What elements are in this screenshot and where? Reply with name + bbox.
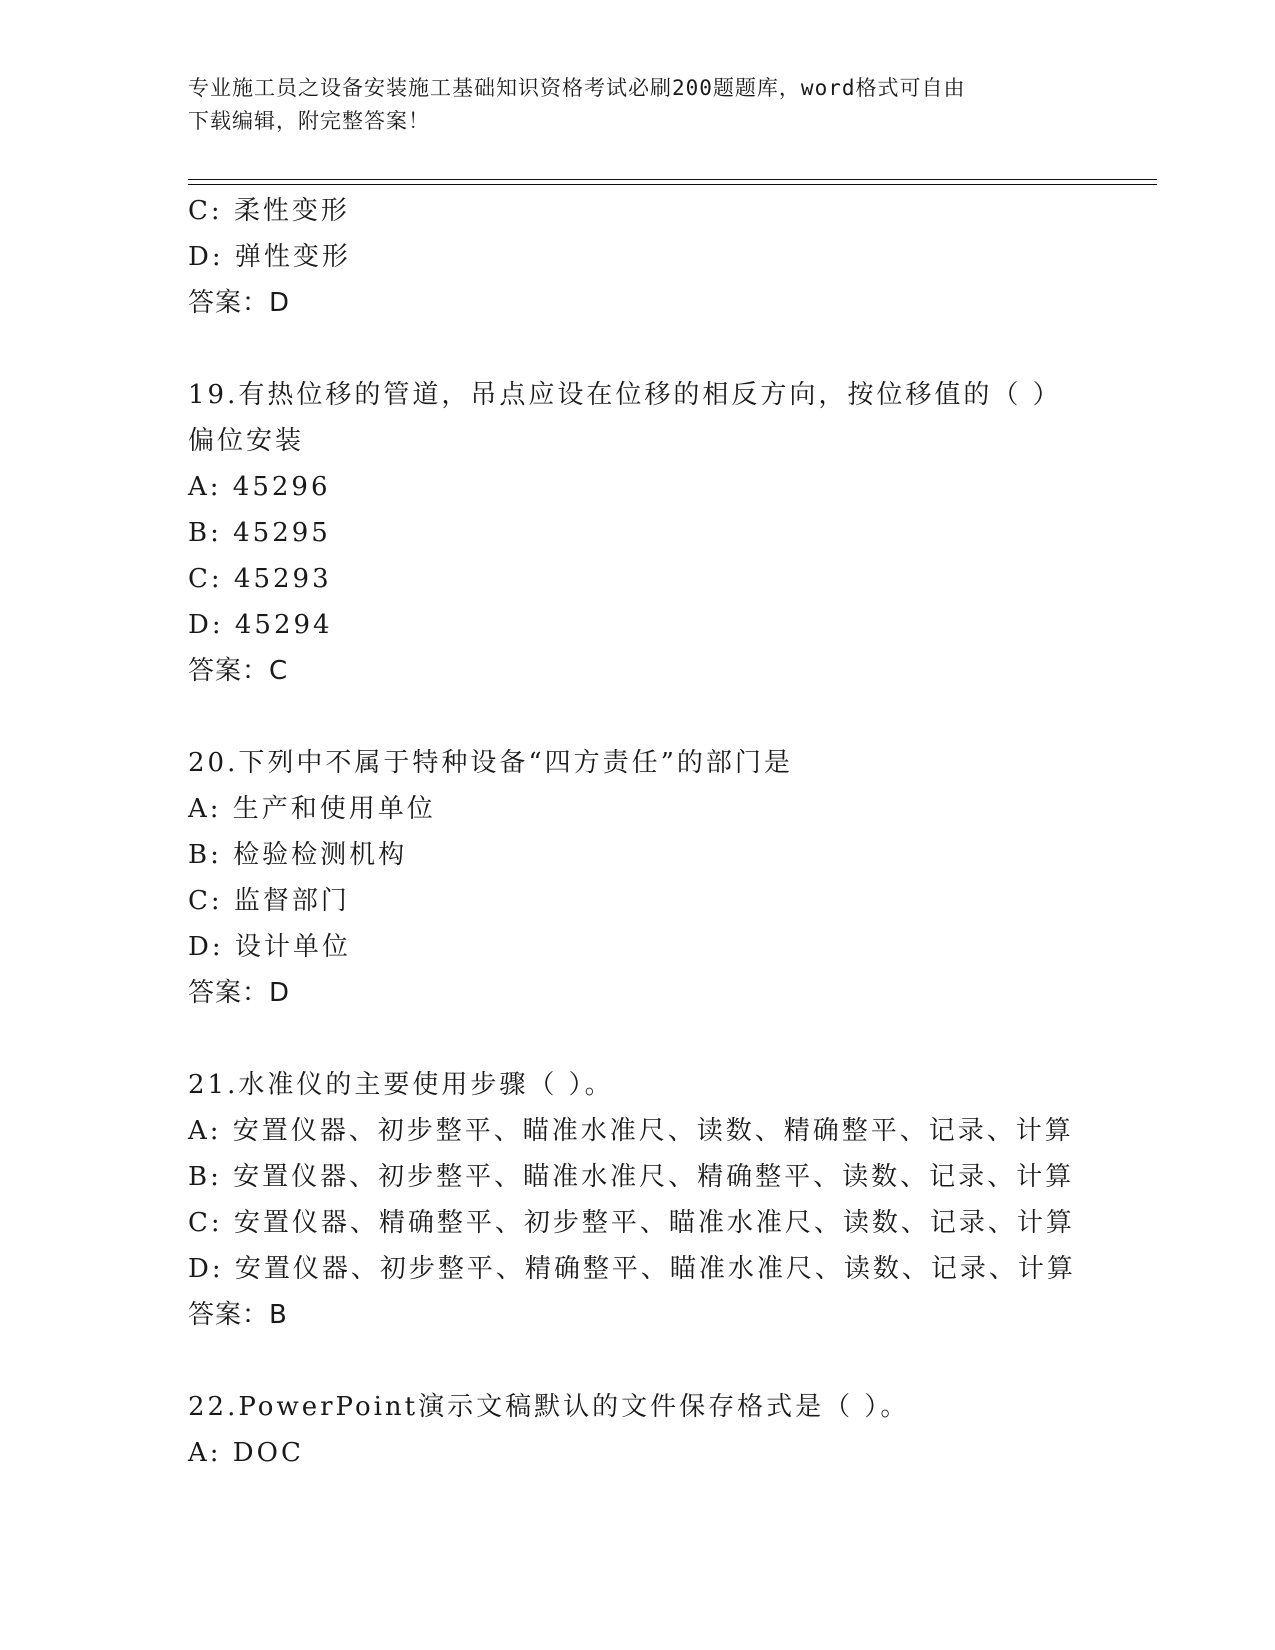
question-spacer bbox=[188, 326, 1148, 372]
question-21 bbox=[188, 1062, 1148, 1338]
question-spacer bbox=[188, 1338, 1148, 1384]
question-spacer bbox=[188, 694, 1148, 740]
question-spacer bbox=[188, 1016, 1148, 1062]
option-d: D: 设计单位 bbox=[188, 932, 351, 962]
header-rule-bottom bbox=[188, 184, 1157, 185]
question-stem: 22.PowerPoint演示文稿默认的文件保存格式是（ ）。 bbox=[188, 1392, 910, 1422]
option-a: A: DOC bbox=[188, 1438, 304, 1468]
answer-label: 答案：D bbox=[188, 978, 291, 1008]
option-d: D: 弹性变形 bbox=[188, 242, 351, 272]
header-rule-top bbox=[188, 179, 1157, 180]
option-b: B: 安置仪器、初步整平、瞄准水准尺、精确整平、读数、记录、计算 bbox=[188, 1162, 1075, 1192]
option-c: C: 柔性变形 bbox=[188, 196, 350, 226]
answer-label: 答案：C bbox=[188, 656, 289, 686]
option-a: A: 安置仪器、初步整平、瞄准水准尺、读数、精确整平、记录、计算 bbox=[188, 1116, 1074, 1146]
page-header bbox=[188, 72, 1088, 138]
option-c: C: 45293 bbox=[188, 564, 332, 594]
question-19 bbox=[188, 372, 1148, 694]
option-b: B: 检验检测机构 bbox=[188, 840, 408, 870]
question-18 bbox=[188, 188, 1148, 326]
question-stem: 21.水准仪的主要使用步骤（ ）。 bbox=[188, 1070, 614, 1100]
question-stem: 20.下列中不属于特种设备“四方责任”的部门是 bbox=[188, 748, 793, 778]
question-stem: 19.有热位移的管道，吊点应设在位移的相反方向，按位移值的（ ） bbox=[188, 380, 1062, 410]
option-d: D: 安置仪器、初步整平、精确整平、瞄准水准尺、读数、记录、计算 bbox=[188, 1254, 1076, 1284]
option-b: B: 45295 bbox=[188, 518, 331, 548]
question-22 bbox=[188, 1384, 1148, 1476]
header-title-line1: 专业施工员之设备安装施工基础知识资格考试必刷200题题库，word格式可自由 bbox=[188, 76, 966, 100]
answer-label: 答案：D bbox=[188, 288, 291, 318]
option-c: C: 安置仪器、精确整平、初步整平、瞄准水准尺、读数、记录、计算 bbox=[188, 1208, 1075, 1238]
header-title-line2: 下载编辑，附完整答案！ bbox=[188, 109, 430, 133]
question-stem-continued: 偏位安装 bbox=[188, 426, 305, 456]
question-20 bbox=[188, 740, 1148, 1016]
option-a: A: 45296 bbox=[188, 472, 331, 502]
option-a: A: 生产和使用单位 bbox=[188, 794, 436, 824]
answer-label: 答案：B bbox=[188, 1300, 288, 1330]
question-list bbox=[188, 188, 1148, 1476]
option-d: D: 45294 bbox=[188, 610, 333, 640]
option-c: C: 监督部门 bbox=[188, 886, 350, 916]
